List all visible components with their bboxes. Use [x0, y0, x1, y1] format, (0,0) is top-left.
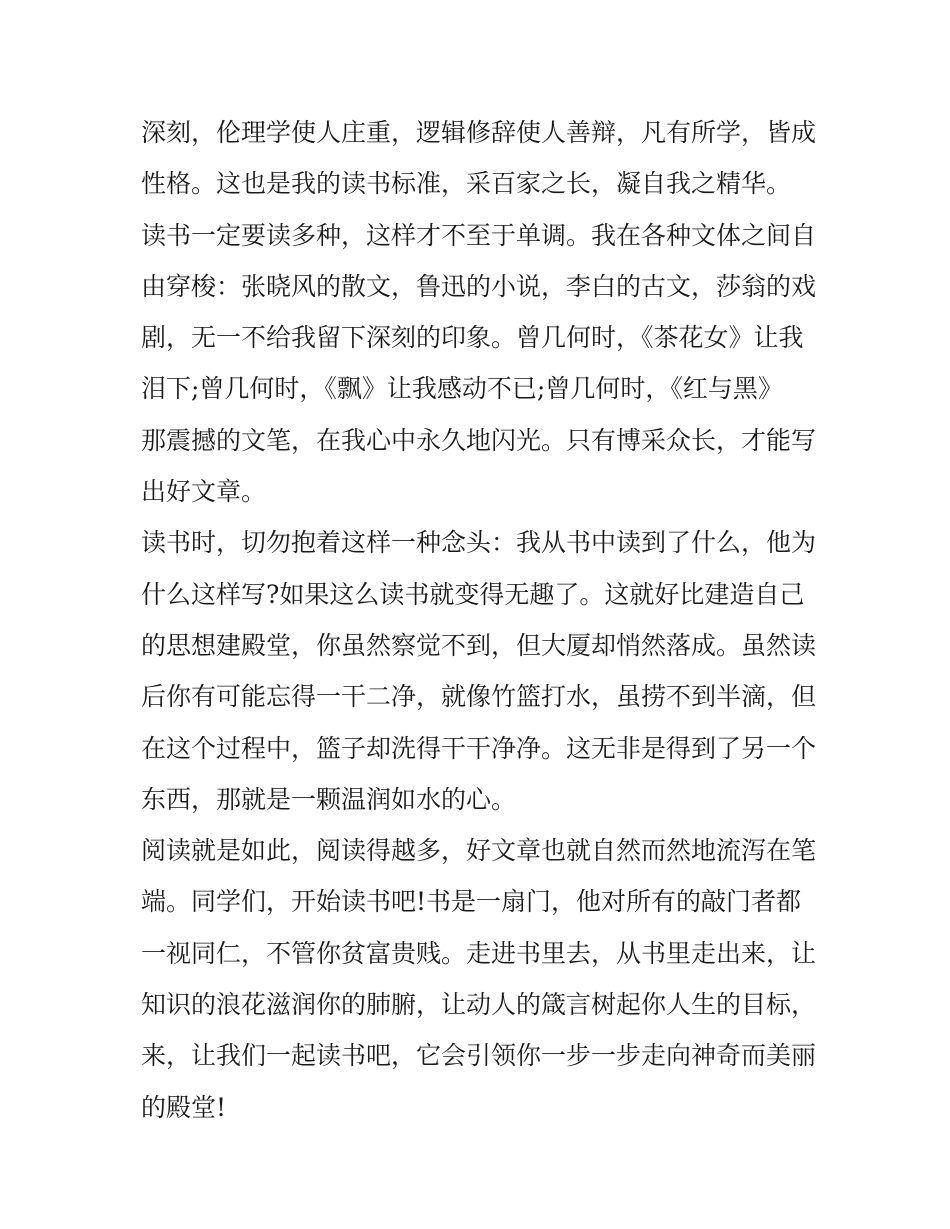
body-text: [141, 107, 816, 1133]
text-line: 一视同仁，不管你贫富贵贱。走进书里去，从书里走出来，让: [141, 938, 817, 968]
text-line: 的殿堂!: [141, 1092, 227, 1122]
text-line: 深刻，伦理学使人庄重，逻辑修辞使人善辩，凡有所学，皆成: [141, 118, 817, 147]
text-line: 阅读就是如此，阅读得越多，好文章也就自然而然地流泻在笔: [141, 836, 817, 866]
text-line: 读书一定要读多种，这样才不至于单调。我在各种文体之间自: [141, 220, 817, 250]
text-line: 东西，那就是一颗温润如水的心。: [141, 784, 517, 814]
text-line: 知识的浪花滋润你的肺腑，让动人的箴言树起你人生的目标，: [141, 990, 817, 1020]
text-line: 性格。这也是我的读书标准，采百家之长，凝自我之精华。: [141, 169, 792, 199]
text-line: 那震撼的文笔，在我心中永久地闪光。只有博采众长，才能写: [141, 425, 817, 455]
text-line: 剧，无一不给我留下深刻的印象。曾几何时，《茶花女》让我: [141, 323, 804, 353]
text-line: 什么这样写?如果这么读书就变得无趣了。这就好比建造自己: [141, 579, 805, 609]
text-line: 出好文章。: [141, 477, 267, 507]
text-line: 端。同学们，开始读书吧!书是一扇门，他对所有的敲门者都: [141, 887, 802, 917]
text-line: 在这个过程中，篮子却洗得干干净净。这无非是得到了另一个: [141, 733, 817, 763]
text-line: 读书时，切勿抱着这样一种念头：我从书中读到了什么，他为: [141, 528, 817, 558]
text-line: 来，让我们一起读书吧，它会引领你一步一步走向神奇而美丽: [141, 1041, 817, 1071]
text-line: 后你有可能忘得一干二净，就像竹篮打水，虽捞不到半滴，但: [141, 682, 817, 712]
text-line: 由穿梭：张晓风的散文，鲁迅的小说，李白的古文，莎翁的戏: [141, 271, 817, 301]
text-line: 的思想建殿堂，你虽然察觉不到，但大厦却悄然落成。虽然读: [141, 630, 817, 660]
text-line: 泪下;曾几何时，《飘》让我感动不已;曾几何时，《红与黑》: [141, 374, 783, 404]
